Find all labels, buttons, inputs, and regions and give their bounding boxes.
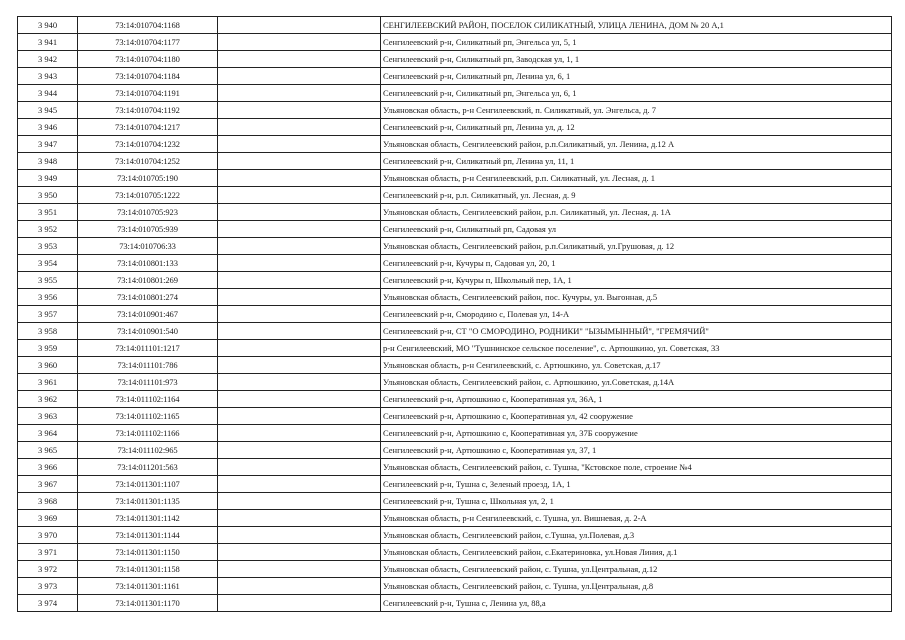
address-cell: Сенгилеевский р-н, Артюшкино с, Кооперативная ул, 36А, 1 bbox=[381, 391, 892, 408]
row-number-cell: 3 972 bbox=[18, 561, 78, 578]
row-number-cell: 3 950 bbox=[18, 187, 78, 204]
table-row bbox=[18, 476, 892, 493]
address-cell: Сенгилеевский р-н, СТ "О СМОРОДИНО, РОДНИКИ" "ЫЗЫМЫННЫЙ", "ГРЕМЯЧИЙ" bbox=[381, 323, 892, 340]
row-number-cell: 3 943 bbox=[18, 68, 78, 85]
address-cell: Сенгилеевский р-н, Артюшкино с, Кооперативная ул, 37, 1 bbox=[381, 442, 892, 459]
address-cell: Сенгилеевский р-н, р.п. Силикатный, ул. Лесная, д. 9 bbox=[381, 187, 892, 204]
empty-cell bbox=[218, 85, 381, 102]
table-row bbox=[18, 493, 892, 510]
empty-cell bbox=[218, 340, 381, 357]
table-row bbox=[18, 17, 892, 34]
row-number-cell: 3 944 bbox=[18, 85, 78, 102]
address-cell: Ульяновская область, р-н Сенгилеевский, р.п. Силикатный, ул. Лесная, д. 1 bbox=[381, 170, 892, 187]
table-row bbox=[18, 442, 892, 459]
registry-table-body bbox=[18, 17, 892, 612]
table-row bbox=[18, 51, 892, 68]
cadastral-number-cell: 73:14:010705:939 bbox=[78, 221, 218, 238]
table-row bbox=[18, 323, 892, 340]
cadastral-number-cell: 73:14:011301:1135 bbox=[78, 493, 218, 510]
address-cell: Сенгилеевский р-н, Силикатный рп, Ленина ул, 11, 1 bbox=[381, 153, 892, 170]
row-number-cell: 3 966 bbox=[18, 459, 78, 476]
row-number-cell: 3 951 bbox=[18, 204, 78, 221]
cadastral-number-cell: 73:14:010704:1232 bbox=[78, 136, 218, 153]
table-row bbox=[18, 289, 892, 306]
cadastral-number-cell: 73:14:010704:1252 bbox=[78, 153, 218, 170]
row-number-cell: 3 949 bbox=[18, 170, 78, 187]
empty-cell bbox=[218, 119, 381, 136]
cadastral-number-cell: 73:14:011301:1107 bbox=[78, 476, 218, 493]
table-row bbox=[18, 170, 892, 187]
empty-cell bbox=[218, 391, 381, 408]
address-cell: Сенгилеевский р-н, Смородино с, Полевая ул, 14-А bbox=[381, 306, 892, 323]
address-cell: Ульяновская область, р-н Сенгилеевский, с. Артюшкино, ул. Советская, д.17 bbox=[381, 357, 892, 374]
address-cell: Сенгилеевский р-н, Силикатный рп, Ленина ул, д. 12 bbox=[381, 119, 892, 136]
row-number-cell: 3 959 bbox=[18, 340, 78, 357]
address-cell: Ульяновская область, Сенгилеевский район, с. Артюшкино, ул.Советская, д.14А bbox=[381, 374, 892, 391]
table-row bbox=[18, 544, 892, 561]
empty-cell bbox=[218, 476, 381, 493]
row-number-cell: 3 967 bbox=[18, 476, 78, 493]
cadastral-number-cell: 73:14:011301:1161 bbox=[78, 578, 218, 595]
address-cell: Сенгилеевский р-н, Тушна с, Ленина ул, 88,а bbox=[381, 595, 892, 612]
empty-cell bbox=[218, 306, 381, 323]
cadastral-number-cell: 73:14:011102:1166 bbox=[78, 425, 218, 442]
table-row bbox=[18, 85, 892, 102]
table-row bbox=[18, 391, 892, 408]
address-cell: Сенгилеевский р-н, Силикатный рп, Энгельса ул, 5, 1 bbox=[381, 34, 892, 51]
address-cell: Сенгилеевский р-н, Артюшкино с, Кооперативная ул, 42 сооружение bbox=[381, 408, 892, 425]
address-cell: Сенгилеевский р-н, Тушна с, Зеленый проезд, 1А, 1 bbox=[381, 476, 892, 493]
cadastral-number-cell: 73:14:010801:269 bbox=[78, 272, 218, 289]
empty-cell bbox=[218, 425, 381, 442]
empty-cell bbox=[218, 510, 381, 527]
empty-cell bbox=[218, 170, 381, 187]
row-number-cell: 3 970 bbox=[18, 527, 78, 544]
table-row bbox=[18, 221, 892, 238]
row-number-cell: 3 963 bbox=[18, 408, 78, 425]
address-cell: Ульяновская область, р-н Сенгилеевский, п. Силикатный, ул. Энгельса, д. 7 bbox=[381, 102, 892, 119]
empty-cell bbox=[218, 323, 381, 340]
table-row bbox=[18, 357, 892, 374]
empty-cell bbox=[218, 289, 381, 306]
row-number-cell: 3 953 bbox=[18, 238, 78, 255]
row-number-cell: 3 956 bbox=[18, 289, 78, 306]
empty-cell bbox=[218, 493, 381, 510]
empty-cell bbox=[218, 153, 381, 170]
empty-cell bbox=[218, 255, 381, 272]
row-number-cell: 3 942 bbox=[18, 51, 78, 68]
cadastral-number-cell: 73:14:010705:1222 bbox=[78, 187, 218, 204]
address-cell: СЕНГИЛЕЕВСКИЙ РАЙОН, ПОСЕЛОК СИЛИКАТНЫЙ, УЛИЦА ЛЕНИНА, ДОМ № 20 А,1 bbox=[381, 17, 892, 34]
cadastral-number-cell: 73:14:010704:1192 bbox=[78, 102, 218, 119]
table-row bbox=[18, 527, 892, 544]
cadastral-number-cell: 73:14:011101:1217 bbox=[78, 340, 218, 357]
cadastral-number-cell: 73:14:010901:467 bbox=[78, 306, 218, 323]
cadastral-number-cell: 73:14:011201:563 bbox=[78, 459, 218, 476]
address-cell: Ульяновская область, р-н Сенгилеевский, с. Тушна, ул. Вишневая, д. 2-А bbox=[381, 510, 892, 527]
table-row bbox=[18, 408, 892, 425]
address-cell: Сенгилеевский р-н, Силикатный рп, Ленина ул, 6, 1 bbox=[381, 68, 892, 85]
empty-cell bbox=[218, 459, 381, 476]
row-number-cell: 3 940 bbox=[18, 17, 78, 34]
table-row bbox=[18, 238, 892, 255]
empty-cell bbox=[218, 51, 381, 68]
cadastral-number-cell: 73:14:011102:1164 bbox=[78, 391, 218, 408]
address-cell: Ульяновская область, Сенгилеевский район, с.Тушна, ул.Полевая, д.3 bbox=[381, 527, 892, 544]
table-row bbox=[18, 34, 892, 51]
table-row bbox=[18, 272, 892, 289]
address-cell: Ульяновская область, Сенгилеевский район, р.п.Силикатный, ул. Ленина, д.12 А bbox=[381, 136, 892, 153]
address-cell: р-н Сенгилеевский, МО "Тушнинское сельское поселение", с. Артюшкино, ул. Советская, 33 bbox=[381, 340, 892, 357]
cadastral-number-cell: 73:14:011301:1144 bbox=[78, 527, 218, 544]
row-number-cell: 3 964 bbox=[18, 425, 78, 442]
table-row bbox=[18, 204, 892, 221]
address-cell: Сенгилеевский р-н, Тушна с, Школьная ул, 2, 1 bbox=[381, 493, 892, 510]
row-number-cell: 3 968 bbox=[18, 493, 78, 510]
empty-cell bbox=[218, 561, 381, 578]
cadastral-number-cell: 73:14:011301:1142 bbox=[78, 510, 218, 527]
cadastral-number-cell: 73:14:011301:1158 bbox=[78, 561, 218, 578]
cadastral-number-cell: 73:14:010705:923 bbox=[78, 204, 218, 221]
address-cell: Сенгилеевский р-н, Кучуры п, Школьный пер, 1А, 1 bbox=[381, 272, 892, 289]
empty-cell bbox=[218, 544, 381, 561]
cadastral-number-cell: 73:14:010704:1217 bbox=[78, 119, 218, 136]
cadastral-number-cell: 73:14:011102:965 bbox=[78, 442, 218, 459]
empty-cell bbox=[218, 34, 381, 51]
empty-cell bbox=[218, 238, 381, 255]
row-number-cell: 3 946 bbox=[18, 119, 78, 136]
table-row bbox=[18, 425, 892, 442]
row-number-cell: 3 969 bbox=[18, 510, 78, 527]
row-number-cell: 3 955 bbox=[18, 272, 78, 289]
row-number-cell: 3 961 bbox=[18, 374, 78, 391]
address-cell: Сенгилеевский р-н, Силикатный рп, Заводская ул, 1, 1 bbox=[381, 51, 892, 68]
empty-cell bbox=[218, 408, 381, 425]
cadastral-number-cell: 73:14:011102:1165 bbox=[78, 408, 218, 425]
cadastral-number-cell: 73:14:010801:133 bbox=[78, 255, 218, 272]
row-number-cell: 3 947 bbox=[18, 136, 78, 153]
row-number-cell: 3 957 bbox=[18, 306, 78, 323]
cadastral-number-cell: 73:14:010704:1168 bbox=[78, 17, 218, 34]
address-cell: Ульяновская область, Сенгилеевский район, с. Тушна, ул.Центральная, д.8 bbox=[381, 578, 892, 595]
row-number-cell: 3 941 bbox=[18, 34, 78, 51]
empty-cell bbox=[218, 136, 381, 153]
address-cell: Ульяновская область, Сенгилеевский район, р.п.Силикатный, ул.Грушовая, д. 12 bbox=[381, 238, 892, 255]
table-row bbox=[18, 306, 892, 323]
row-number-cell: 3 954 bbox=[18, 255, 78, 272]
address-cell: Сенгилеевский р-н, Артюшкино с, Кооперативная ул, 37Б сооружение bbox=[381, 425, 892, 442]
empty-cell bbox=[218, 221, 381, 238]
cadastral-number-cell: 73:14:010901:540 bbox=[78, 323, 218, 340]
row-number-cell: 3 971 bbox=[18, 544, 78, 561]
cadastral-number-cell: 73:14:010704:1184 bbox=[78, 68, 218, 85]
address-cell: Сенгилеевский р-н, Кучуры п, Садовая ул, 20, 1 bbox=[381, 255, 892, 272]
row-number-cell: 3 948 bbox=[18, 153, 78, 170]
table-row bbox=[18, 595, 892, 612]
address-cell: Ульяновская область, Сенгилеевский район, с. Тушна, ул.Центральная, д.12 bbox=[381, 561, 892, 578]
cadastral-number-cell: 73:14:011301:1170 bbox=[78, 595, 218, 612]
table-row bbox=[18, 510, 892, 527]
row-number-cell: 3 958 bbox=[18, 323, 78, 340]
row-number-cell: 3 952 bbox=[18, 221, 78, 238]
table-row bbox=[18, 561, 892, 578]
table-row bbox=[18, 153, 892, 170]
empty-cell bbox=[218, 595, 381, 612]
row-number-cell: 3 960 bbox=[18, 357, 78, 374]
empty-cell bbox=[218, 102, 381, 119]
empty-cell bbox=[218, 527, 381, 544]
empty-cell bbox=[218, 357, 381, 374]
cadastral-number-cell: 73:14:011101:973 bbox=[78, 374, 218, 391]
empty-cell bbox=[218, 68, 381, 85]
table-row bbox=[18, 136, 892, 153]
row-number-cell: 3 973 bbox=[18, 578, 78, 595]
row-number-cell: 3 965 bbox=[18, 442, 78, 459]
table-row bbox=[18, 187, 892, 204]
address-cell: Сенгилеевский р-н, Силикатный рп, Энгельса ул, 6, 1 bbox=[381, 85, 892, 102]
address-cell: Ульяновская область, Сенгилеевский район, р.п. Силикатный, ул. Лесная, д. 1А bbox=[381, 204, 892, 221]
empty-cell bbox=[218, 578, 381, 595]
registry-table bbox=[17, 16, 892, 612]
address-cell: Ульяновская область, Сенгилеевский район, с. Тушна, "Кстовское поле, строение №4 bbox=[381, 459, 892, 476]
cadastral-number-cell: 73:14:010704:1177 bbox=[78, 34, 218, 51]
table-row bbox=[18, 119, 892, 136]
table-row bbox=[18, 374, 892, 391]
table-row bbox=[18, 340, 892, 357]
cadastral-number-cell: 73:14:010801:274 bbox=[78, 289, 218, 306]
table-row bbox=[18, 68, 892, 85]
cadastral-number-cell: 73:14:011101:786 bbox=[78, 357, 218, 374]
address-cell: Ульяновская область, Сенгилеевский район, пос. Кучуры, ул. Выгонная, д.5 bbox=[381, 289, 892, 306]
row-number-cell: 3 962 bbox=[18, 391, 78, 408]
cadastral-number-cell: 73:14:010706:33 bbox=[78, 238, 218, 255]
address-cell: Ульяновская область, Сенгилеевский район, с.Екатериновка, ул.Новая Линия, д.1 bbox=[381, 544, 892, 561]
row-number-cell: 3 945 bbox=[18, 102, 78, 119]
cadastral-number-cell: 73:14:011301:1150 bbox=[78, 544, 218, 561]
empty-cell bbox=[218, 374, 381, 391]
empty-cell bbox=[218, 272, 381, 289]
empty-cell bbox=[218, 204, 381, 221]
table-row bbox=[18, 255, 892, 272]
cadastral-number-cell: 73:14:010704:1180 bbox=[78, 51, 218, 68]
row-number-cell: 3 974 bbox=[18, 595, 78, 612]
table-row bbox=[18, 578, 892, 595]
table-row bbox=[18, 102, 892, 119]
table-row bbox=[18, 459, 892, 476]
empty-cell bbox=[218, 442, 381, 459]
cadastral-number-cell: 73:14:010705:190 bbox=[78, 170, 218, 187]
empty-cell bbox=[218, 17, 381, 34]
cadastral-number-cell: 73:14:010704:1191 bbox=[78, 85, 218, 102]
address-cell: Сенгилеевский р-н, Силикатный рп, Садовая ул bbox=[381, 221, 892, 238]
empty-cell bbox=[218, 187, 381, 204]
